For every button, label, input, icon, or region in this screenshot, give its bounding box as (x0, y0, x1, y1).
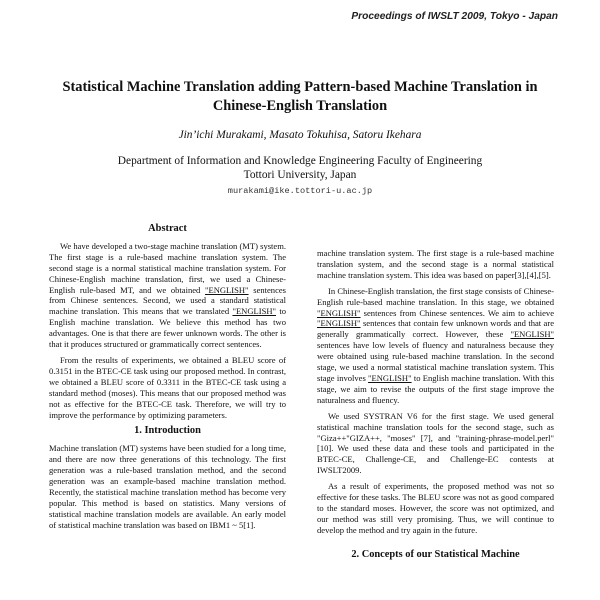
english-term: "ENGLISH" (368, 372, 412, 383)
right-column (317, 248, 554, 567)
authors: Jin’ichi Murakami, Masato Tokuhisa, Satoru Ikehara (178, 129, 422, 141)
english-term: "ENGLISH" (317, 307, 361, 318)
introduction-paragraph-1: Machine translation (MT) systems have been studied for a long time, and there are now three generations of this technology. The first generation was a rule-based translation method, and the second generation was an example-based machine translation method. Recently, the statistical machine translation method has become very popular. This method is based on statistics. Many versions of statistical machine translation models are available. An early model of statistical machine translation was based on IBM1 ~ 5[1]. (49, 443, 286, 530)
right-paragraph-3: We used SYSTRAN V6 for the first stage. We used general statistical machine translation tools for the second stage, such as "Giza++"GIZA++, "moses" [7], and "training-phrase-model.perl" [10]. We used these data and these tools and participated in the BTEC-CE, Challenge-CE, and Challenge-EC contests at IWSLT2009. (317, 410, 554, 476)
affiliation-line-2: Tottori University, Japan (243, 169, 357, 181)
abstract-paragraph-1: We have developed a two-stage machine translation (MT) system. The first stage is a rule-based machine translation system. The second stage is a normal statistical machine translation system. For Chinese-English machine translation, first, we used a Chinese-English rule-based MT, and we obtained "ENGLISH" sentences from Chinese sentences. Second, we used a standard statistical machine translation. This means that we translated "ENGLISH" to English machine translation. We believe this method has two advantages. One is that there are fewer unknown words. The other is that it produces structured or grammatically correct sentences. (49, 240, 286, 350)
proceedings-header: Proceedings of IWSLT 2009, Tokyo - Japan (351, 11, 558, 22)
paper-title: Statistical Machine Translation adding Pattern-based Machine Translation in Chinese-English Translation (62, 79, 538, 114)
author-email: murakami@ike.tottori-u.ac.jp (227, 186, 373, 196)
english-term: "ENGLISH" (510, 329, 554, 340)
english-term: "ENGLISH" (205, 284, 249, 295)
introduction-heading: 1. Introduction (134, 425, 201, 437)
affiliation (50, 154, 550, 182)
right-paragraph-1: machine translation system. The first stage is a rule-based machine translation system, and the second stage is a normal statistical machine translation system. This idea was based on paper[3],[4],[5]. (317, 248, 554, 280)
english-term: "ENGLISH" (232, 306, 276, 317)
english-term: "ENGLISH" (317, 318, 361, 329)
right-paragraph-4: As a result of experiments, the proposed method was not so effective for these tasks. The BLEU score was not as good compared to the standard moses. However, the score was not optimized, and our method was still very promising. Thus, we will continue to develop the method and try again in the future. (317, 481, 554, 535)
right-paragraph-2: In Chinese-English translation, the first stage consists of Chinese-English rule-based machine translation. In this stage, we obtained "ENGLISH" sentences from Chinese sentences. We aim to achieve "ENGLISH" sentences that contain few unknown words and that are generally grammatically correct. However, these "ENGLISH" sentences have low levels of fluency and naturalness because they were obtained using rule-based machine translation. In the second stage, we used a normal statistical machine translation system. This stage involves "ENGLISH" to English machine translation. With this stage, we aim to revise the outputs of the first stage improve the naturalness and fluency. (317, 285, 554, 405)
abstract-heading: Abstract (148, 223, 187, 234)
section-2-heading: 2. Concepts of our Statistical Machine (351, 548, 520, 560)
affiliation-line-1: Department of Information and Knowledge Engineering Faculty of Engineering (117, 155, 483, 167)
left-column (49, 224, 286, 536)
abstract-paragraph-2: From the results of experiments, we obtained a BLEU score of 0.3151 in the BTEC-CE task using our proposed method. In contrast, we obtained a BLEU score of 0.3311 in the BTEC-CE task using a standard method (moses). This means that our proposed method was not as effective for the BTEC-CE task. Therefore, we will try to improve the performance by optimizing parameters. (49, 354, 286, 420)
